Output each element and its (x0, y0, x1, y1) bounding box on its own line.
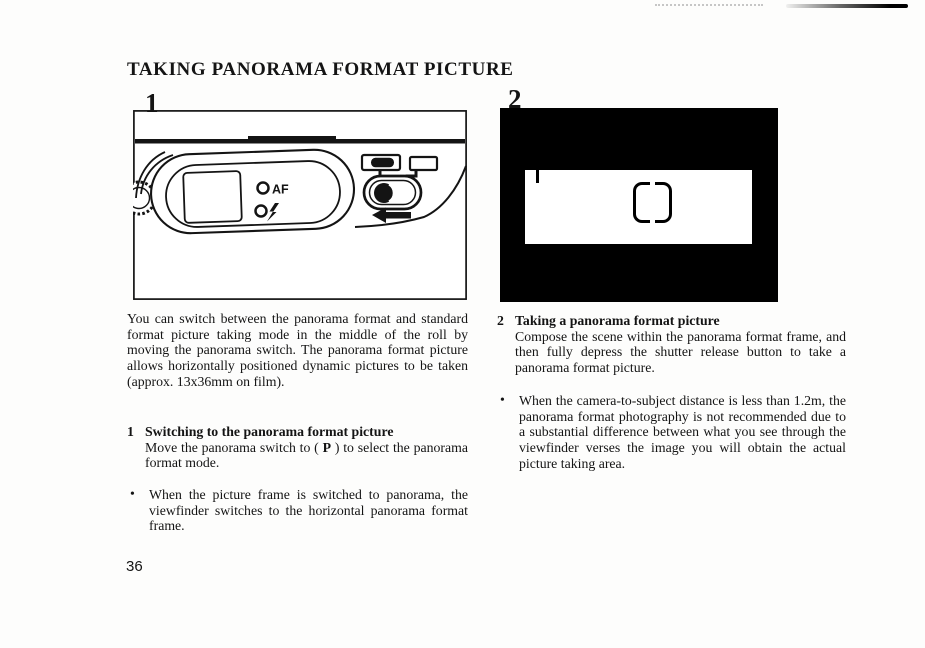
section-2-heading-row (497, 313, 846, 329)
camera-back-edge (135, 139, 465, 144)
section-1-body-pre: Move the panorama switch to ( (145, 439, 323, 455)
figure-2-label: 2 (508, 84, 522, 114)
page-title: TAKING PANORAMA FORMAT PICTURE (127, 58, 514, 80)
figure-2-viewfinder-illustration (500, 108, 778, 302)
panorama-format-icon-fill (371, 158, 394, 168)
bullet-item-left (127, 487, 468, 534)
section-1-body-post: ) to select the panorama format mode. (145, 439, 468, 471)
camera-back-edge-bump (248, 136, 336, 140)
section-2-number: 2 (497, 313, 504, 328)
frame-index-tick (536, 170, 539, 183)
bullet-text-right: When the camera-to-subject distance is less than 1.2m, the panorama format photography is not recommended due to a substantial difference between what you see through the viewfinder verses the image you will obtain the actual picture taking area. (519, 393, 846, 471)
panorama-switch-p-symbol: P (322, 439, 332, 455)
af-frame-bracket-left (633, 182, 650, 223)
section-1 (127, 424, 468, 471)
bullet-item-right (497, 393, 846, 472)
bullet-text-left: When the picture frame is switched to panorama, the viewfinder switches to the horizontal panorama format frame. (149, 487, 468, 534)
section-1-heading-row (127, 424, 468, 440)
section-2-heading: Taking a panorama format picture (515, 313, 720, 328)
figure-1-label: 1 (145, 88, 159, 118)
af-frame-bracket-right (655, 182, 672, 223)
scan-artifact-dots (655, 4, 763, 6)
bullet-marker: • (130, 486, 135, 501)
intro-paragraph: You can switch between the panorama format and standard format picture taking mode in the middle of the roll by moving the panorama switch. The panorama format picture allows horizontally positioned dynamic pictures to be taken (approx. 13x36mm on film). (127, 311, 468, 389)
viewfinder-window (183, 171, 242, 223)
page-number: 36 (126, 558, 143, 575)
camera-top-diagram (133, 110, 467, 300)
section-2-body: Compose the scene within the panorama format frame, and then fully depress the shutter release button to take a panorama format picture. (515, 328, 846, 376)
section-2 (497, 313, 846, 376)
scan-artifact-streak (786, 4, 908, 8)
section-1-number: 1 (127, 424, 134, 439)
section-1-heading: Switching to the panorama format picture (145, 424, 394, 439)
af-lamp-icon (258, 183, 269, 194)
figure-1-camera-illustration (133, 110, 467, 300)
flash-lamp-icon (256, 206, 267, 217)
af-lamp-label: AF (272, 182, 289, 197)
section-1-body (145, 440, 468, 471)
bullet-marker: • (500, 392, 505, 407)
panorama-frame-band (525, 170, 752, 244)
standard-format-icon (410, 157, 437, 170)
